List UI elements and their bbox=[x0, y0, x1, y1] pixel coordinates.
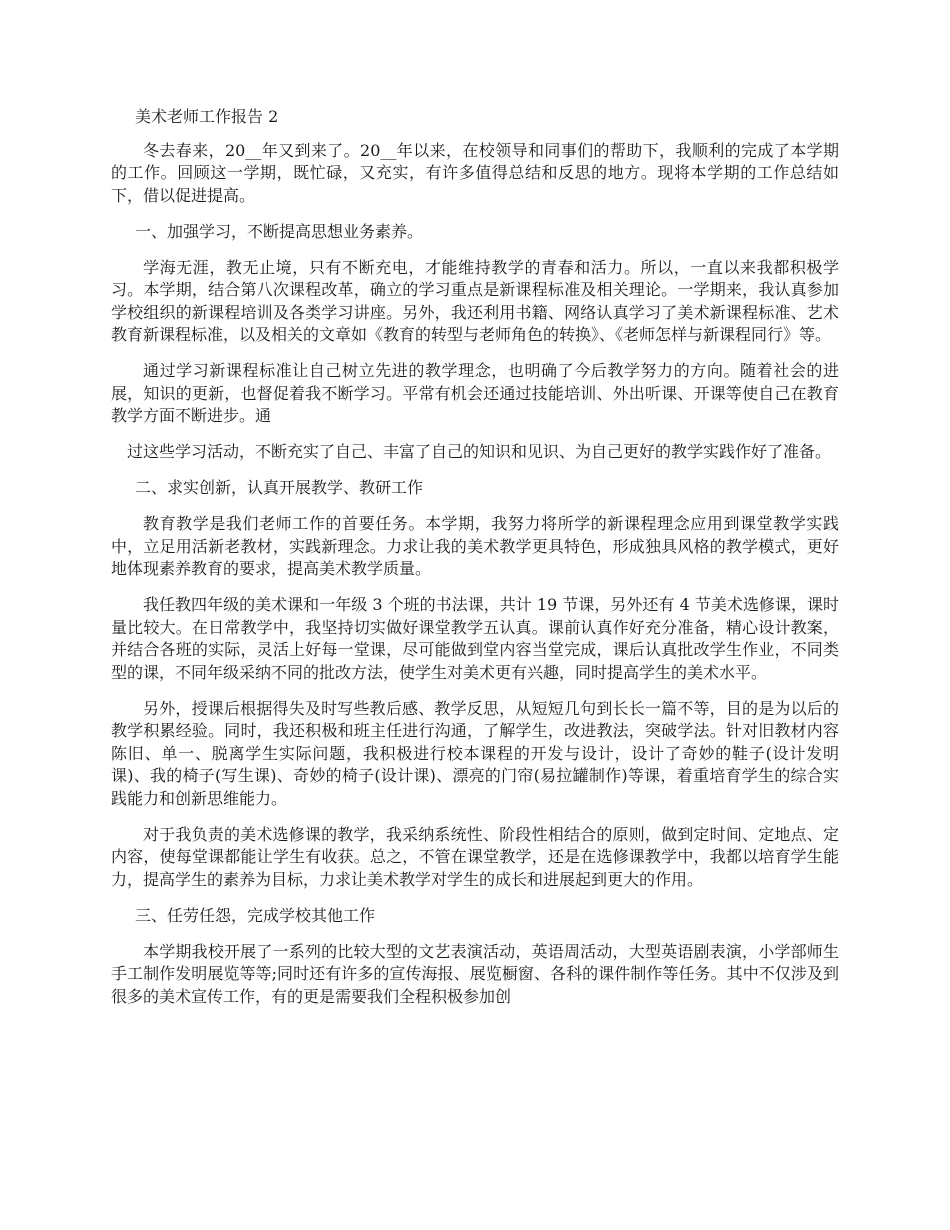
document-page bbox=[111, 106, 839, 1022]
paragraph-teaching-task: 教育教学是我们老师工作的首要任务。本学期，我努力将所学的新课程理念应用到课堂教学实践中，立足用活新老教材，实践新理念。力求让我的美术教学更具特色，形成独具风格的教学模式，更好地体现素养教育的要求，提高美术教学质量。 bbox=[111, 514, 839, 578]
section-heading-2: 二、求实创新，认真开展教学、教研工作 bbox=[135, 478, 424, 497]
paragraph-learning: 学海无涯，教无止境，只有不断充电，才能维持教学的青春和活力。所以，一直以来我都积极学习。本学期，结合第八次课程改革，确立的学习重点是新课程标准及相关理论。一学期来，我认真参加学校组织的新课程培训及各类学习讲座。另外，我还利用书籍、网络认真学习了美术新课程标准、艺术教育新课程标准，以及相关的文章如《教育的转型与老师角色的转换》、《老师怎样与新课程同行》等。 bbox=[111, 257, 839, 344]
paragraph-school-activities: 本学期我校开展了一系列的比较大型的文艺表演活动，英语周活动，大型英语剧表演，小学部师生手工制作发明展览等等;同时还有许多的宣传海报、展览橱窗、各科的课件制作等任务。其中不仅涉及到很多的美术宣传工作，有的更是需要我们全程积极参加创 bbox=[111, 941, 839, 1006]
document-title: 美术老师工作报告 2 bbox=[135, 107, 279, 126]
paragraph-continuation: 过这些学习活动，不断充实了自己、丰富了自己的知识和见识、为自己更好的教学实践作好了准备。 bbox=[127, 442, 832, 461]
paragraph-new-standards: 通过学习新课程标准让自己树立先进的教学理念，也明确了今后教学努力的方向。随着社会的进展，知识的更新，也督促着我不断学习。平常有机会还通过技能培训、外出听课、开课等使自己在教育教学方面不断进步。通 bbox=[111, 361, 839, 425]
paragraph-course-load: 我任教四年级的美术课和一年级 3 个班的书法课，共计 19 节课，另外还有 4 节美术选修课，课时量比较大。在日常教学中，我坚持切实做好课堂教学五认真。课前认真作好充分准备，精心设计教案，并结合各班的实际，灵活上好每一堂课，尽可能做到堂内容当堂完成，课后认真批改学生作业，不同类型的课，不同年级采纳不同的批改方法，使学生对美术更有兴趣，同时提高学生的美术水平。 bbox=[111, 595, 839, 682]
paragraph-reflection: 另外，授课后根据得失及时写些教后感、教学反思，从短短几句到长长一篇不等，目的是为以后的教学积累经验。同时，我还积极和班主任进行沟通，了解学生，改进教法，突破学法。针对旧教材内容陈旧、单一、脱离学生实际问题，我积极进行校本课程的开发与设计，设计了奇妙的鞋子(设计发明课)、我的椅子(写生课)、奇妙的椅子(设计课)、漂亮的门帘(易拉罐制作)等课，着重培育学生的综合实践能力和创新思维能力。 bbox=[111, 698, 839, 808]
paragraph-intro: 冬去春来，20__年又到来了。20__年以来，在校领导和同事们的帮助下，我顺利的完成了本学期的工作。回顾这一学期，既忙碌，又充实，有许多值得总结和反思的地方。现将本学期的工作总结如下，借以促进提高。 bbox=[111, 140, 839, 205]
section-heading-3: 三、任劳任怨，完成学校其他工作 bbox=[135, 905, 376, 925]
paragraph-elective: 对于我负责的美术选修课的教学，我采纳系统性、阶段性相结合的原则，做到定时间、定地点、定内容，使每堂课都能让学生有收获。总之，不管在课堂教学，还是在选修课教学中，我都以培育学生能力，提高学生的素养为目标，力求让美术教学对学生的成长和进展起到更大的作用。 bbox=[111, 824, 839, 889]
section-heading-1: 一、加强学习，不断提高思想业务素养。 bbox=[135, 221, 424, 241]
